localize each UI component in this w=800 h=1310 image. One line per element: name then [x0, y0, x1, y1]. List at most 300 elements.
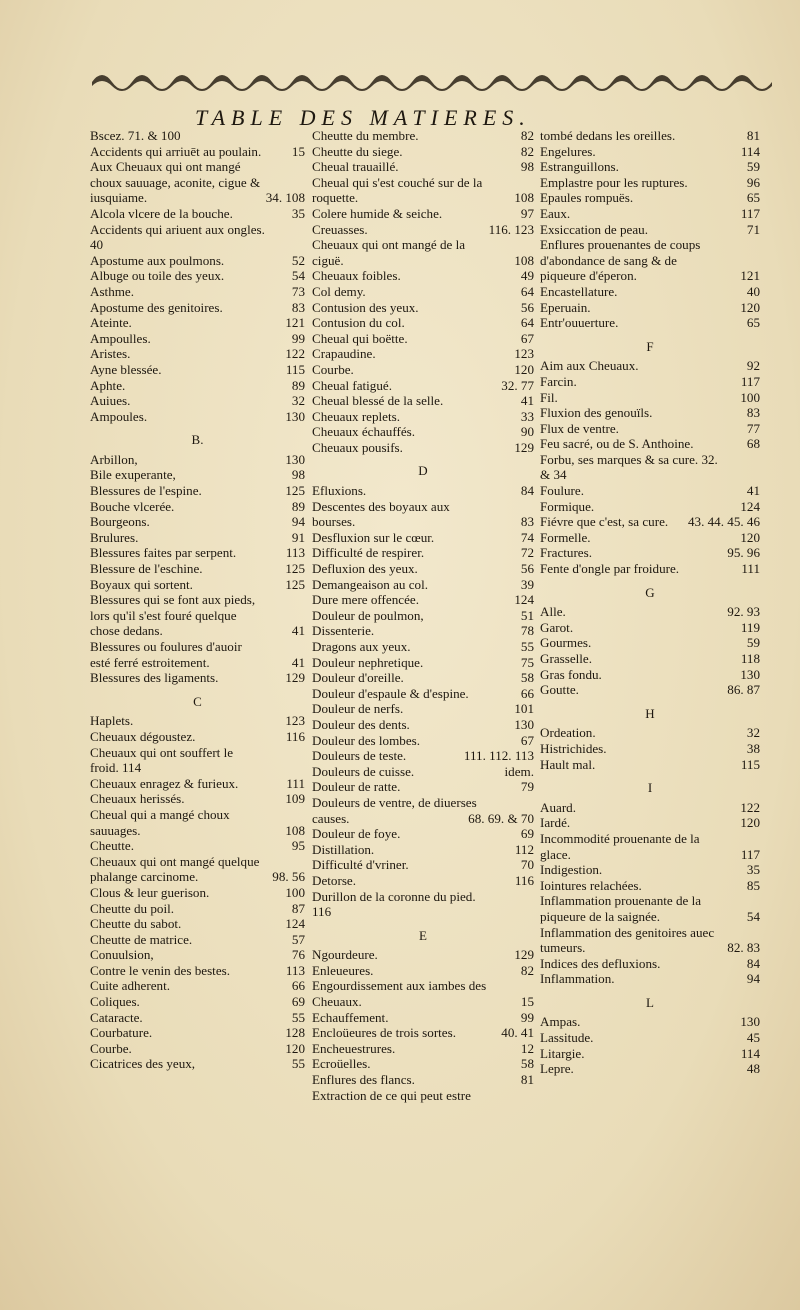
index-entry [540, 604, 760, 620]
entry-label: Entr'ouuerture. [540, 315, 619, 331]
entry-label: Iardé. [540, 815, 571, 831]
entry-label: Ecroüelles. [312, 1056, 371, 1072]
index-entry [312, 128, 534, 144]
index-entry [90, 592, 305, 639]
section-letter: G [645, 584, 655, 600]
entry-page-number: 98 [291, 467, 305, 483]
index-entry [540, 725, 760, 741]
entry-page-number: 41 [291, 654, 305, 670]
entry-label: Aphte. [90, 377, 126, 393]
entry-label: Formelle. [540, 529, 591, 545]
entry-page-number: 120 [740, 815, 760, 831]
index-entry [90, 346, 305, 362]
entry-page-number: 84 [746, 955, 760, 971]
index-entry [90, 791, 305, 807]
entry-page-number: 119 [740, 619, 760, 635]
index-entry [90, 362, 305, 378]
index-entry [312, 483, 534, 499]
entry-page-number: 108 [514, 252, 534, 268]
entry-page-number: 94 [746, 971, 760, 987]
entry-label: Lepre. [540, 1061, 574, 1077]
entry-page-number: 82 [520, 128, 534, 143]
index-entry [312, 237, 534, 268]
entry-label: Coliques. [90, 994, 140, 1010]
entry-label: Distillation. [312, 841, 375, 857]
entry-label: Cheual qui a mangé choux sauuages. [90, 806, 230, 838]
index-entry [312, 639, 534, 655]
entry-label: Accidents qui arriuēt au poulain. [90, 143, 262, 159]
entry-label: Cheuaux enragez & furieux. [90, 775, 239, 791]
entry-page-number: 56 [520, 561, 534, 577]
entry-page-number: 40 [746, 283, 760, 299]
index-entry [312, 608, 534, 624]
entry-label: Inflammation prouenante de la piqueure de la saignée. [540, 893, 702, 924]
entry-page-number: 75 [520, 654, 534, 670]
index-entry [312, 889, 534, 920]
index-entry [90, 932, 305, 948]
entry-label: Bile exuperante, [90, 467, 176, 483]
index-entry [540, 800, 760, 816]
index-entry [540, 862, 760, 878]
entry-label: Contre le venin des bestes. [90, 962, 230, 978]
entry-label: Courbe. [312, 361, 354, 377]
entry-label: Douleurs de teste. [312, 748, 407, 764]
index-entry [312, 717, 534, 733]
entry-label: Fil. [540, 389, 558, 405]
index-entry [540, 667, 760, 683]
index-entry [90, 514, 305, 530]
index-entry [540, 175, 760, 191]
entry-label: Dragons aux yeux. [312, 639, 411, 654]
index-entry [90, 300, 305, 316]
index-entry [312, 1088, 534, 1104]
entry-page-number: 34. 108 [265, 190, 305, 206]
entry-label: Hault mal. [540, 756, 596, 772]
entry-label: Litargie. [540, 1045, 585, 1061]
index-entry [540, 300, 760, 316]
index-entry [312, 1025, 534, 1041]
entry-page-number: 113 [285, 545, 305, 561]
entry-label: Creuasses. [312, 221, 368, 237]
index-entry [540, 893, 760, 924]
entry-label: Aristes. [90, 346, 131, 362]
entry-label: Aim aux Cheuaux. [540, 358, 639, 374]
entry-label: Forbu, ses marques & sa cure. 32. & 34 [540, 451, 718, 483]
entry-page-number: 84 [520, 483, 534, 499]
entry-label: Enleueures. [312, 962, 374, 978]
entry-label: Cheuaux pousifs. [312, 439, 403, 455]
entry-label: Cheual qui s'est couché sur de la roquette. [312, 174, 483, 206]
entry-page-number: 130 [740, 666, 760, 682]
index-entry [312, 670, 534, 686]
entry-page-number: 125 [285, 561, 305, 577]
entry-label: Cheuaux foibles. [312, 268, 401, 284]
entry-label: Grasselle. [540, 651, 592, 666]
index-entry [312, 159, 534, 175]
entry-label: Colere humide & seiche. [312, 205, 443, 221]
index-entry [312, 440, 534, 456]
entry-page-number: 78 [520, 623, 534, 639]
index-entry [312, 331, 534, 347]
index-entry [312, 300, 534, 316]
entry-label: Cheual qui boëtte. [312, 330, 408, 346]
page-title: TABLE DES MATIERES. [195, 105, 531, 130]
index-entry [540, 284, 760, 300]
entry-page-number: 98 [520, 159, 534, 175]
index-entry [90, 745, 305, 776]
entry-label: Extraction de ce qui peut estre [312, 1087, 471, 1103]
entry-page-number: 90 [520, 424, 534, 440]
index-entry [540, 237, 760, 284]
index-entry [540, 206, 760, 222]
entry-label: Auiues. [90, 393, 131, 409]
entry-label: Engourdissement aux iambes des Cheuaux. [312, 978, 487, 1010]
entry-page-number: 120 [740, 529, 760, 545]
index-entry [540, 971, 760, 987]
entry-label: Defluxion des yeux. [312, 561, 418, 577]
entry-label: Encloüeures de trois sortes. [312, 1025, 456, 1041]
index-entry [312, 222, 534, 238]
entry-page-number: 54 [291, 268, 305, 284]
entry-label: Flux de ventre. [540, 420, 619, 436]
index-entry [90, 994, 305, 1010]
index-entry [540, 815, 760, 831]
entry-label: Eaux. [540, 205, 571, 221]
entry-page-number: 96 [746, 174, 760, 190]
section-letter: I [647, 780, 653, 796]
entry-label: Engelures. [540, 143, 596, 159]
index-entry [312, 733, 534, 749]
entry-label: Gras fondu. [540, 666, 602, 682]
index-entry [540, 421, 760, 437]
section-letter: F [646, 338, 654, 354]
index-entry [90, 545, 305, 561]
entry-label: Apostume aux poulmons. [90, 252, 225, 268]
index-entry [312, 144, 534, 160]
entry-label: Difficulté d'vriner. [312, 857, 409, 873]
index-entry [540, 190, 760, 206]
index-entry [540, 1061, 760, 1077]
entry-label: Alcola vlcere de la bouche. [90, 205, 233, 221]
index-entry [540, 925, 760, 956]
entry-page-number: 111 [741, 561, 760, 577]
index-entry [540, 682, 760, 698]
index-column-3 [540, 128, 760, 1077]
entry-page-number: 116. 123 [488, 221, 534, 237]
entry-label: Ngourdeure. [312, 947, 378, 963]
index-entry [540, 878, 760, 894]
index-entry [90, 916, 305, 932]
entry-page-number: 111 [286, 775, 305, 791]
entry-page-number: 118 [740, 651, 760, 666]
entry-label: Epaules rompuës. [540, 190, 634, 206]
index-entry [312, 378, 534, 394]
entry-page-number: 130 [285, 408, 305, 424]
entry-page-number: 98. 56 [272, 869, 305, 885]
index-entry [312, 499, 534, 530]
entry-label: Cheutte. [90, 838, 134, 854]
entry-page-number: 120 [285, 1040, 305, 1056]
entry-page-number: 32 [291, 393, 305, 409]
entry-page-number: 117 [740, 373, 760, 389]
entry-label: Blessure de l'eschine. [90, 561, 203, 577]
entry-label: Clous & leur guerison. [90, 884, 210, 900]
entry-page-number: 72 [520, 545, 534, 561]
entry-label: Douleur de foye. [312, 826, 401, 842]
entry-label: Courbe. [90, 1040, 132, 1056]
entry-page-number: 115 [740, 756, 760, 772]
index-entry [312, 748, 534, 764]
index-entry [312, 545, 534, 561]
entry-label: Cheuaux qui ont mangé quelque phalange carcinome. [90, 853, 260, 885]
entry-label: Descentes des boyaux aux bourses. [312, 498, 450, 530]
index-entry [540, 757, 760, 773]
entry-page-number: 65 [746, 315, 760, 331]
entry-page-number: 56 [520, 299, 534, 315]
index-entry [90, 838, 305, 854]
index-entry [312, 1010, 534, 1026]
entry-page-number: 35 [746, 862, 760, 878]
entry-label: Col demy. [312, 283, 366, 299]
entry-label: Fluxion des genouïls. [540, 405, 653, 421]
entry-page-number: 101 [514, 701, 534, 717]
index-entry [312, 268, 534, 284]
entry-label: Difficulté de respirer. [312, 545, 425, 561]
entry-label: Crapaudine. [312, 346, 376, 362]
entry-label: Douleur de ratte. [312, 779, 401, 795]
entry-page-number: 97 [520, 205, 534, 221]
index-entry [90, 253, 305, 269]
entry-page-number: 113 [285, 962, 305, 978]
entry-label: Fractures. [540, 545, 592, 561]
section-letter: E [419, 927, 427, 943]
entry-page-number: 69 [291, 994, 305, 1010]
index-entry [90, 947, 305, 963]
index-entry [312, 362, 534, 378]
index-entry [312, 1041, 534, 1057]
entry-label: Douleurs de ventre, de diuerses causes. [312, 794, 477, 826]
entry-page-number: 71 [746, 221, 760, 237]
index-entry [90, 639, 305, 670]
entry-page-number: 58 [520, 670, 534, 686]
entry-page-number: 89 [291, 498, 305, 514]
index-entry [540, 1030, 760, 1046]
index-entry [540, 358, 760, 374]
entry-page-number: 66 [291, 978, 305, 994]
index-entry [90, 483, 305, 499]
entry-label: Ateinte. [90, 315, 132, 331]
index-entry [90, 854, 305, 885]
entry-page-number: 122 [285, 346, 305, 362]
index-entry [312, 409, 534, 425]
entry-label: Albuge ou toile des yeux. [90, 268, 225, 284]
index-entry [90, 1010, 305, 1026]
entry-label: Cheutte du membre. [312, 128, 419, 143]
index-entry [540, 741, 760, 757]
index-entry [90, 206, 305, 222]
entry-page-number: 79 [520, 779, 534, 795]
entry-label: Bouche vlcerée. [90, 498, 175, 514]
index-entry [540, 390, 760, 406]
index-entry [540, 315, 760, 331]
entry-page-number: 57 [291, 931, 305, 947]
entry-page-number: 68. 69. & 70 [468, 810, 534, 826]
index-entry [540, 651, 760, 667]
index-entry [90, 729, 305, 745]
entry-label: Cheutte de matrice. [90, 931, 193, 947]
entry-label: Encastellature. [540, 283, 618, 299]
entry-page-number: 124 [514, 592, 534, 608]
index-entry [90, 144, 305, 160]
index-entry [540, 831, 760, 862]
index-entry [312, 795, 534, 826]
entry-label: Blessures qui se font aux pieds, lors qu'il s'est fouré quelque chose dedans. [90, 592, 256, 639]
index-entry [312, 1056, 534, 1072]
index-entry [540, 452, 760, 483]
index-entry [312, 530, 534, 546]
entry-label: Blessures faites par serpent. [90, 545, 237, 561]
index-entry [90, 978, 305, 994]
entry-page-number: 92 [746, 358, 760, 374]
entry-label: Emplastre pour les ruptures. [540, 174, 688, 190]
entry-label: Demangeaison au col. [312, 576, 428, 592]
entry-page-number: 112 [514, 841, 534, 857]
entry-page-number: 129 [285, 670, 305, 686]
entry-label: Douleur de poulmon, [312, 607, 424, 623]
entry-page-number: 124 [740, 498, 760, 514]
index-entry [540, 128, 760, 144]
entry-page-number: 73 [291, 283, 305, 299]
index-entry [312, 779, 534, 795]
entry-label: Accidents qui ariuent aux ongles. 40 [90, 221, 265, 253]
index-entry [540, 436, 760, 452]
index-entry [90, 901, 305, 917]
entry-page-number: 55 [291, 1056, 305, 1072]
index-entry [312, 873, 534, 889]
entry-page-number: 12 [520, 1040, 534, 1056]
entry-page-number: 87 [291, 900, 305, 916]
index-entry [90, 885, 305, 901]
entry-page-number: 52 [291, 252, 305, 268]
index-entry [90, 807, 305, 838]
index-entry [540, 620, 760, 636]
entry-page-number: 15 [291, 143, 305, 159]
entry-page-number: 76 [291, 947, 305, 963]
index-entry [540, 159, 760, 175]
entry-page-number: 111. 112. 113 [463, 748, 534, 764]
index-entry [90, 963, 305, 979]
entry-page-number: 130 [514, 716, 534, 732]
entry-page-number: 64 [520, 283, 534, 299]
entry-page-number: 82 [520, 962, 534, 978]
entry-page-number: 109 [285, 791, 305, 807]
entry-page-number: 49 [520, 268, 534, 284]
index-entry [90, 467, 305, 483]
entry-page-number: 69 [520, 826, 534, 842]
entry-label: Cheutte du siege. [312, 143, 403, 159]
entry-page-number: 121 [285, 315, 305, 331]
entry-label: Enflures prouenantes de coups d'abondance de sang & de piqueure d'éperon. [540, 237, 701, 284]
entry-label: Feu sacré, ou de S. Anthoine. [540, 436, 694, 452]
index-entry [540, 545, 760, 561]
entry-page-number: 41 [746, 483, 760, 499]
index-entry [312, 592, 534, 608]
index-entry [90, 499, 305, 515]
entry-page-number: 95. 96 [727, 545, 760, 561]
entry-label: Cheual trauaillé. [312, 159, 399, 175]
entry-label: Cheual fatigué. [312, 377, 392, 393]
entry-page-number: 83 [746, 405, 760, 421]
entry-label: Detorse. [312, 872, 356, 888]
entry-label: Echauffement. [312, 1009, 389, 1025]
entry-label: Fiévre que c'est, sa cure. [540, 514, 669, 530]
index-entry [540, 374, 760, 390]
entry-label: Douleur nephretique. [312, 654, 424, 670]
entry-label: Courbature. [90, 1025, 153, 1041]
entry-page-number: 83 [291, 299, 305, 315]
index-entry [312, 826, 534, 842]
index-entry [540, 144, 760, 160]
entry-label: Dissenterie. [312, 623, 375, 639]
index-entry [312, 701, 534, 717]
entry-page-number: 116 [285, 728, 305, 744]
index-entry [90, 561, 305, 577]
entry-label: Arbillon, [90, 451, 138, 467]
entry-page-number: 115 [285, 361, 305, 377]
entry-page-number: 129 [514, 947, 534, 963]
index-entry [540, 1014, 760, 1030]
index-entry [90, 378, 305, 394]
index-entry [312, 857, 534, 873]
entry-page-number: 54 [746, 908, 760, 924]
entry-label: Cheuaux qui ont mangé de la ciguë. [312, 237, 466, 268]
index-entry [312, 284, 534, 300]
index-column-2 [312, 128, 534, 1103]
entry-page-number: 68 [746, 436, 760, 452]
entry-page-number: 94 [291, 514, 305, 530]
entry-page-number: 116 [514, 872, 534, 888]
entry-label: Lassitude. [540, 1030, 594, 1046]
index-entry [312, 393, 534, 409]
entry-label: Haplets. [90, 713, 134, 729]
index-entry [90, 452, 305, 468]
entry-page-number: 114 [740, 143, 760, 159]
section-letter: B. [191, 432, 204, 448]
entry-label: Ampas. [540, 1014, 581, 1030]
entry-label: Gourmes. [540, 635, 592, 651]
entry-page-number: 130 [285, 451, 305, 467]
entry-page-number: 40. 41 [501, 1025, 534, 1041]
entry-page-number: 125 [285, 483, 305, 499]
entry-label: Cicatrices des yeux, [90, 1056, 196, 1072]
index-entry [90, 159, 305, 206]
section-letter: H [645, 705, 655, 721]
index-entry [540, 1046, 760, 1062]
index-entry [540, 483, 760, 499]
index-entry [90, 128, 305, 144]
entry-page-number: 41 [520, 393, 534, 409]
index-entry [312, 315, 534, 331]
entry-page-number: 74 [520, 529, 534, 545]
entry-label: Cheuaux qui ont souffert le froid. 114 [90, 744, 234, 776]
entry-page-number: 117 [740, 205, 760, 221]
index-entry [90, 670, 305, 686]
entry-label: Douleur des dents. [312, 716, 410, 732]
entry-label: Desfluxion sur le cœur. [312, 529, 435, 545]
index-entry [312, 561, 534, 577]
entry-label: Cheuaux dégoustez. [90, 728, 196, 744]
index-entry [90, 222, 305, 253]
